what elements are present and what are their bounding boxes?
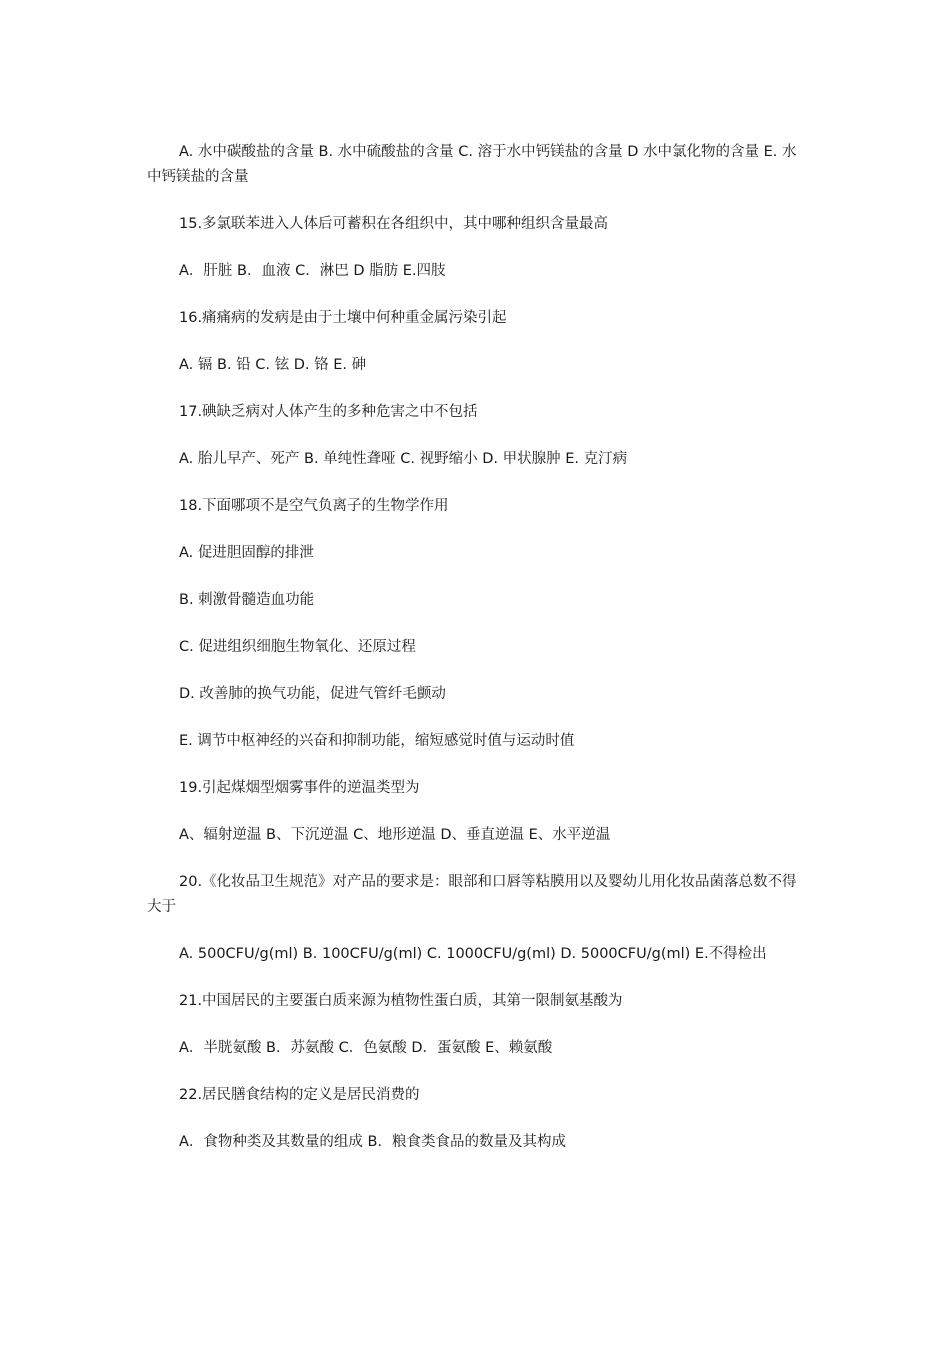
q20-options: A. 500CFU/g(ml) B. 100CFU/g(ml) C. 1000CFU/g(ml) D. 5000CFU/g(ml) E.不得检出: [179, 946, 767, 962]
q15-question: 15.多氯联苯进入人体后可蓄积在各组织中，其中哪种组织含量最高: [179, 216, 609, 232]
q18-option-d: D. 改善肺的换气功能，促进气管纤毛颤动: [179, 686, 446, 702]
q18-option-c: C. 促进组织细胞生物氧化、还原过程: [179, 639, 416, 655]
q18-question: 18.下面哪项不是空气负离子的生物学作用: [179, 498, 449, 514]
q20-question: 20.《化妆品卫生规范》对产品的要求是：眼部和口唇等粘膜用以及婴幼儿用化妆品菌落总数不得大于: [147, 874, 797, 915]
q18-option-e: E. 调节中枢神经的兴奋和抑制功能，缩短感觉时值与运动时值: [179, 733, 575, 749]
q22-options: A．食物种类及其数量的组成 B．粮食类食品的数量及其构成: [179, 1134, 566, 1150]
q19-options: A、辐射逆温 B、下沉逆温 C、地形逆温 D、垂直逆温 E、水平逆温: [179, 827, 611, 843]
q18-option-a: A. 促进胆固醇的排泄: [179, 545, 314, 561]
q15-options: A．肝脏 B．血液 C．淋巴 D 脂肪 E.四肢: [179, 263, 446, 279]
q17-question: 17.碘缺乏病对人体产生的多种危害之中不包括: [179, 404, 478, 420]
q18-option-b: B. 刺激骨髓造血功能: [179, 592, 315, 608]
q21-question: 21.中国居民的主要蛋白质来源为植物性蛋白质，其第一限制氨基酸为: [179, 993, 623, 1009]
q19-question: 19.引起煤烟型烟雾事件的逆温类型为: [179, 780, 420, 796]
q16-options: A. 镉 B. 铅 C. 铉 D. 铬 E. 砷: [179, 357, 367, 373]
q14-options: A. 水中碳酸盐的含量 B. 水中硫酸盐的含量 C. 溶于水中钙镁盐的含量 D 水中氯化物的含量 E. 水中钙镁盐的含量: [147, 144, 797, 185]
q17-options: A. 胎儿早产、死产 B. 单纯性聋哑 C. 视野缩小 D. 甲状腺肿 E. 克汀病: [179, 451, 628, 467]
q16-question: 16.痛痛病的发病是由于土壤中何种重金属污染引起: [179, 310, 507, 326]
document-body: [147, 140, 809, 1177]
q22-question: 22.居民膳食结构的定义是居民消费的: [179, 1087, 420, 1103]
q21-options: A．半胱氨酸 B．苏氨酸 C．色氨酸 D．蛋氨酸 E、赖氨酸: [179, 1040, 553, 1056]
